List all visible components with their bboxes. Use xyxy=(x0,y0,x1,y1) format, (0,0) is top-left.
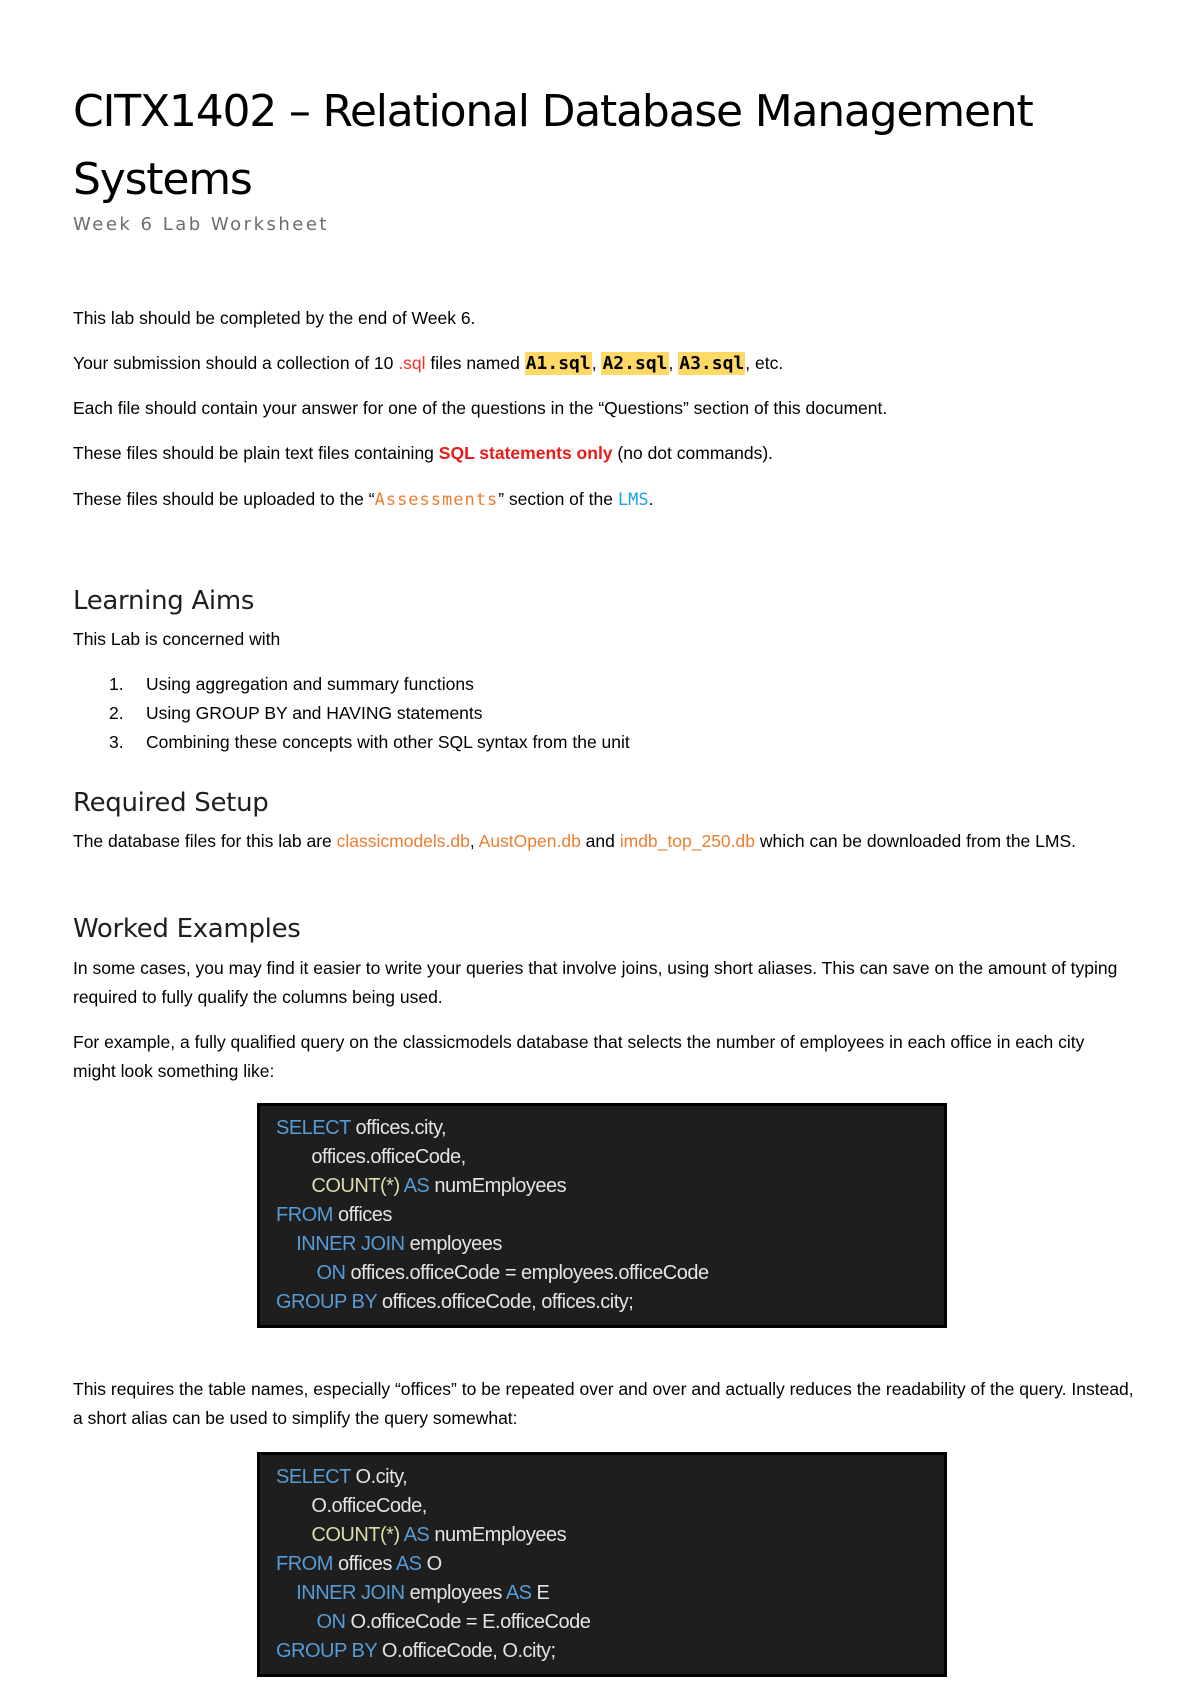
db-link-austopen[interactable]: AustOpen.db xyxy=(478,831,581,851)
code-line: GROUP BY offices.officeCode, offices.city; xyxy=(276,1291,634,1313)
list-item: 1. Using aggregation and summary functions xyxy=(109,674,474,694)
intro-paragraph-file-contents: Each file should contain your answer for one of the questions in the “Questions” section of this document. xyxy=(73,398,888,418)
learning-aims-lead: This Lab is concerned with xyxy=(73,629,281,649)
code-line: ON offices.officeCode = employees.officeCode xyxy=(316,1262,709,1284)
setup-paragraph: The database files for this lab are classicmodels.db, AustOpen.db and imdb_top_250.db which can be downloaded from the LMS. xyxy=(73,831,1076,851)
sql-only-emphasis: SQL statements only xyxy=(438,443,613,463)
filename-a1: A1.sql xyxy=(525,353,591,374)
lms-link[interactable]: LMS xyxy=(617,490,649,510)
code-block-aliased xyxy=(257,1452,947,1677)
document-subtitle: Week 6 Lab Worksheet xyxy=(73,214,329,235)
worked-paragraph-repetition: This requires the table names, especially “offices” to be repeated over and over and actually reduces the readability of the query. Instead, a short alias can be used to simplify the query somewhat: xyxy=(73,1379,1134,1428)
code-line: COUNT(*) AS numEmployees xyxy=(311,1524,567,1546)
document-title: CITX1402 – Relational Database Management Systems xyxy=(73,86,1033,205)
sql-extension: .sql xyxy=(398,353,426,373)
worked-paragraph-aliases: In some cases, you may find it easier to write your queries that involve joins, using short aliases. This can save on the amount of typing required to fully qualify the columns being used. xyxy=(73,958,1118,1007)
assessments-link[interactable]: Assessments xyxy=(374,490,499,510)
code-line: COUNT(*) AS numEmployees xyxy=(311,1175,567,1197)
intro-paragraph-submission: Your submission should a collection of 10 .sql files named A1.sql, A2.sql, A3.sql, etc. xyxy=(73,353,784,374)
intro-paragraph-deadline: This lab should be completed by the end of Week 6. xyxy=(73,308,476,328)
filename-a2: A2.sql xyxy=(602,353,668,374)
code-line: offices.officeCode, xyxy=(276,1146,466,1168)
code-line: INNER JOIN employees AS E xyxy=(296,1582,550,1604)
intro-paragraph-upload: These files should be uploaded to the “Assessments” section of the LMS. xyxy=(73,489,654,510)
code-line: FROM offices AS O xyxy=(276,1553,442,1575)
code-line: INNER JOIN employees xyxy=(296,1233,502,1255)
code-line: FROM offices xyxy=(276,1204,392,1226)
code-line: SELECT offices.city, xyxy=(276,1117,447,1139)
code-block-fully-qualified xyxy=(257,1103,947,1328)
filename-a3: A3.sql xyxy=(679,353,745,374)
list-item: 3. Combining these concepts with other SQL syntax from the unit xyxy=(109,732,630,752)
code-line: ON O.officeCode = E.officeCode xyxy=(316,1611,591,1633)
code-line: SELECT O.city, xyxy=(276,1466,408,1488)
heading-learning-aims: Learning Aims xyxy=(73,586,255,616)
heading-required-setup: Required Setup xyxy=(73,788,269,818)
db-link-classicmodels[interactable]: classicmodels.db xyxy=(336,831,470,851)
intro-paragraph-plain-text: These files should be plain text files containing SQL statements only (no dot commands). xyxy=(73,443,774,463)
code-line: O.officeCode, xyxy=(276,1495,427,1517)
worked-paragraph-example: For example, a fully qualified query on the classicmodels database that selects the number of employees in each office in each city might look something like: xyxy=(73,1032,1085,1081)
learning-aims-list xyxy=(73,670,630,757)
heading-worked-examples: Worked Examples xyxy=(73,914,301,944)
code-line: GROUP BY O.officeCode, O.city; xyxy=(276,1640,556,1662)
list-item: 2. Using GROUP BY and HAVING statements xyxy=(109,703,483,723)
db-link-imdb[interactable]: imdb_top_250.db xyxy=(619,831,755,851)
